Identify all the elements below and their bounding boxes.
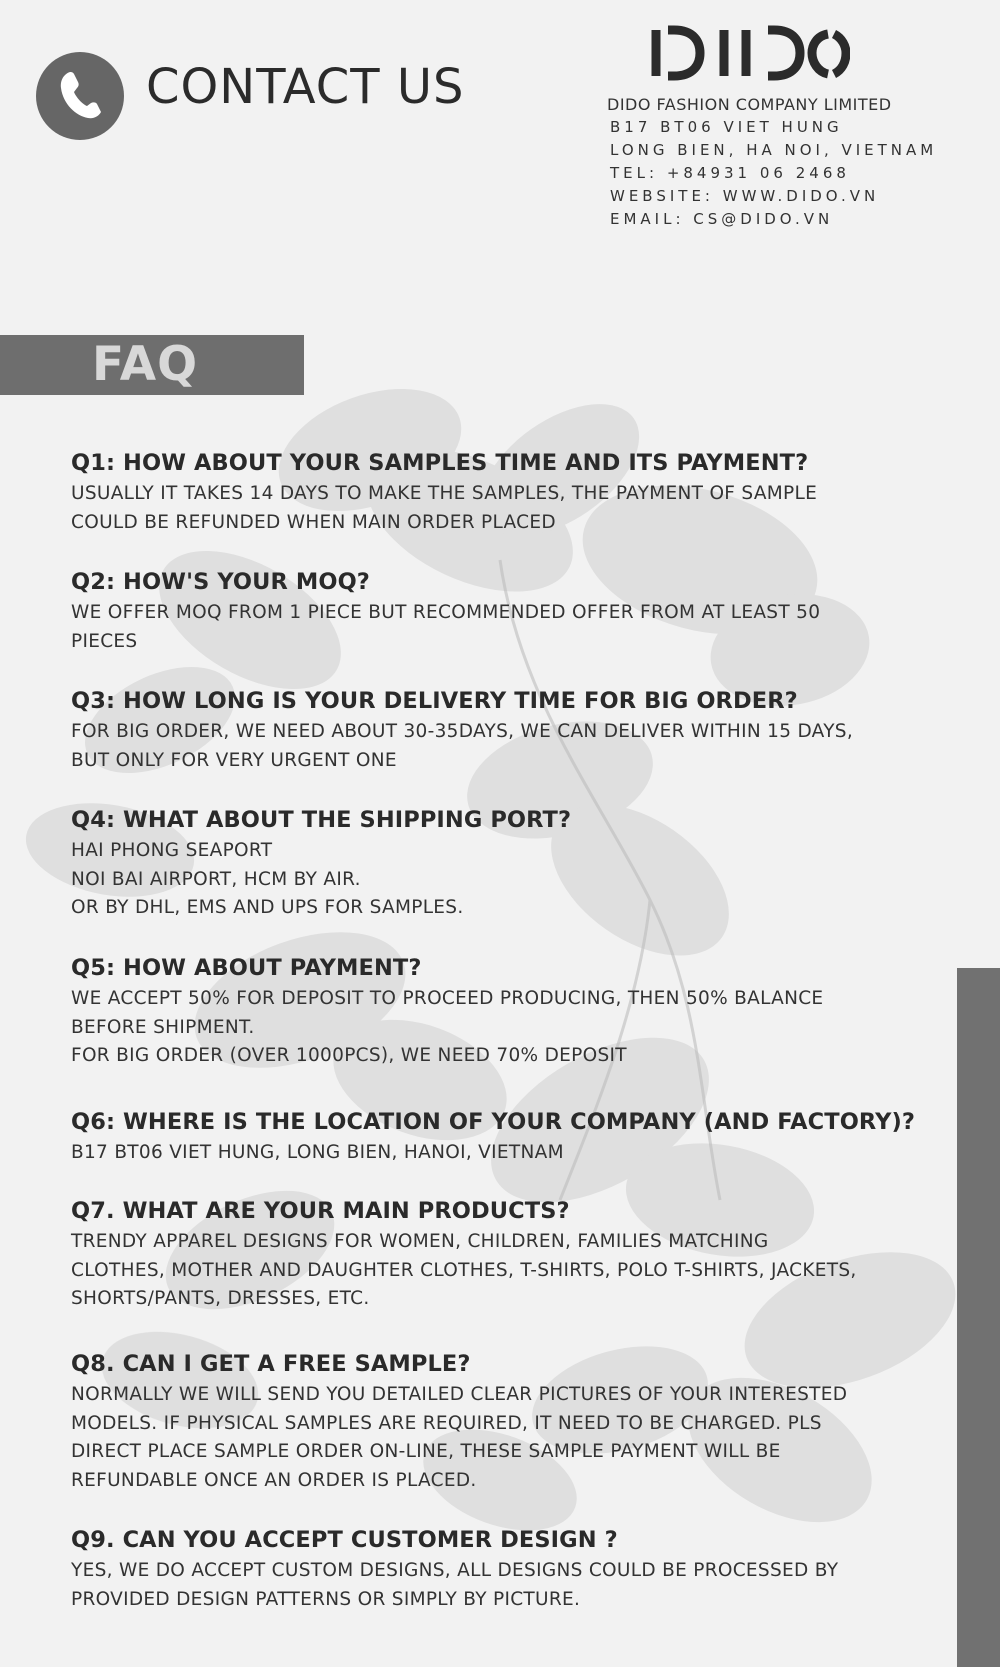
faq-banner (0, 335, 304, 395)
faq-item (71, 1196, 951, 1314)
faq-question: Q5: HOW ABOUT PAYMENT? (71, 955, 422, 981)
telephone[interactable]: TEL: +84931 06 2468 (610, 164, 850, 182)
faq-question: Q9. CAN YOU ACCEPT CUSTOMER DESIGN ? (71, 1527, 618, 1553)
phone-icon (36, 52, 124, 140)
faq-answer: HAI PHONG SEAPORT NOI BAI AIRPORT, HCM BY AIR. OR BY DHL, EMS AND UPS FOR SAMPLES. (71, 840, 464, 918)
faq-heading: FAQ (92, 337, 199, 392)
page-title: CONTACT US (146, 59, 465, 115)
faq-item (71, 448, 951, 537)
faq-answer: B17 BT06 VIET HUNG, LONG BIEN, HANOI, VIETNAM (71, 1142, 564, 1163)
faq-question: Q6: WHERE IS THE LOCATION OF YOUR COMPANY (AND FACTORY)? (71, 1109, 916, 1135)
faq-question: Q1: HOW ABOUT YOUR SAMPLES TIME AND ITS PAYMENT? (71, 450, 809, 476)
address-line-2: LONG BIEN, HA NOI, VIETNAM (610, 141, 938, 159)
faq-item (71, 1349, 951, 1495)
faq-answer: FOR BIG ORDER, WE NEED ABOUT 30-35DAYS, WE CAN DELIVER WITHIN 15 DAYS, BUT ONLY FOR VERY URGENT ONE (71, 721, 854, 771)
faq-answer: WE OFFER MOQ FROM 1 PIECE BUT RECOMMENDED OFFER FROM AT LEAST 50 PIECES (71, 602, 821, 652)
faq-item (71, 1525, 951, 1614)
website-link[interactable]: WEBSITE: WWW.DIDO.VN (610, 187, 880, 205)
faq-question: Q3: HOW LONG IS YOUR DELIVERY TIME FOR BIG ORDER? (71, 688, 798, 714)
faq-item (71, 953, 951, 1071)
faq-item (71, 567, 951, 656)
company-name: DIDO FASHION COMPANY LIMITED (607, 95, 892, 114)
company-contact-block (607, 94, 937, 231)
dido-logo (650, 24, 850, 82)
faq-answer: YES, WE DO ACCEPT CUSTOM DESIGNS, ALL DESIGNS COULD BE PROCESSED BY PROVIDED DESIGN PATTERNS OR SIMPLY BY PICTURE. (71, 1560, 839, 1610)
faq-question: Q4: WHAT ABOUT THE SHIPPING PORT? (71, 807, 572, 833)
faq-answer: USUALLY IT TAKES 14 DAYS TO MAKE THE SAMPLES, THE PAYMENT OF SAMPLE COULD BE REFUNDED WHEN MAIN ORDER PLACED (71, 483, 818, 533)
faq-question: Q7. WHAT ARE YOUR MAIN PRODUCTS? (71, 1198, 570, 1224)
faq-item (71, 686, 951, 775)
faq-question: Q8. CAN I GET A FREE SAMPLE? (71, 1351, 471, 1377)
email-link[interactable]: EMAIL: CS@DIDO.VN (610, 210, 834, 228)
faq-answer: NORMALLY WE WILL SEND YOU DETAILED CLEAR PICTURES OF YOUR INTERESTED MODELS. IF PHYSICAL SAMPLES ARE REQUIRED, IT NEED TO BE CHARGED. PLS DIRECT PLACE SAMPLE ORDER ON-LINE, THESE SAMPLE PAYMENT WILL BE REFUNDABLE ONCE AN ORDER IS PLACED. (71, 1384, 848, 1491)
address-line-1: B17 BT06 VIET HUNG (610, 118, 843, 136)
decorative-side-bar (957, 968, 1000, 1667)
faq-item (71, 1107, 951, 1168)
faq-answer: TRENDY APPAREL DESIGNS FOR WOMEN, CHILDREN, FAMILIES MATCHING CLOTHES, MOTHER AND DAUGHTER CLOTHES, T-SHIRTS, POLO T-SHIRTS, JACKETS, SHORTS/PANTS, DRESSES, ETC. (71, 1231, 857, 1309)
faq-question: Q2: HOW'S YOUR MOQ? (71, 569, 370, 595)
faq-item (71, 805, 951, 923)
faq-answer: WE ACCEPT 50% FOR DEPOSIT TO PROCEED PRODUCING, THEN 50% BALANCE BEFORE SHIPMENT. FOR BIG ORDER (OVER 1000PCS), WE NEED 70% DEPOSIT (71, 988, 824, 1066)
